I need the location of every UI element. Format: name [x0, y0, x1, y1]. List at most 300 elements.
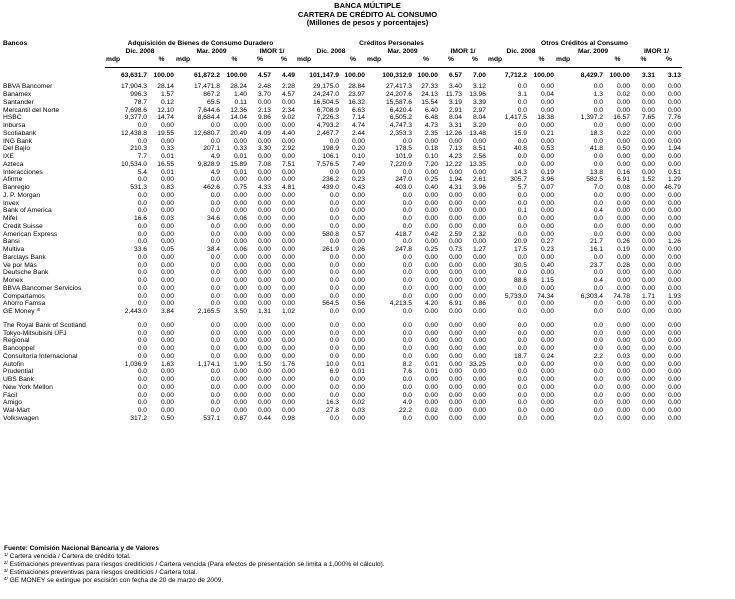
group-header-personal-credit: Créditos Personales	[359, 40, 424, 47]
value-cell: 0.0	[402, 414, 412, 422]
value-cell: 0.00	[641, 414, 655, 422]
value-cell: 4,793.2	[316, 122, 339, 130]
value-cell: 0.0	[593, 191, 603, 199]
bank-name: The Royal Bank of Scotland	[3, 321, 86, 329]
value-cell: 0.00	[641, 345, 655, 353]
value-cell: 0.00	[641, 230, 655, 238]
value-cell: 0.00	[472, 345, 486, 353]
value-cell: 0.00	[540, 376, 554, 384]
value-cell: 0.00	[667, 222, 681, 230]
value-cell: 0.00	[160, 199, 174, 207]
value-cell: 261.9	[322, 246, 339, 254]
total-cell: 100.00	[533, 71, 554, 79]
value-cell: 0.01	[233, 168, 247, 176]
value-cell: 0.0	[593, 160, 603, 168]
value-cell: 0.00	[351, 207, 365, 215]
value-cell: 0.00	[616, 376, 630, 384]
value-cell: 0.00	[257, 207, 271, 215]
value-cell: 0.28	[616, 261, 630, 269]
value-cell: 0.0	[210, 284, 220, 292]
value-cell: 0.00	[424, 168, 438, 176]
value-cell: 0.0	[329, 308, 339, 316]
table-row	[2, 130, 682, 138]
value-cell: 0.00	[160, 238, 174, 246]
value-cell: 0.00	[641, 308, 655, 316]
value-cell: 0.0	[137, 391, 147, 399]
value-cell: 0.0	[517, 308, 527, 316]
value-cell: 0.00	[641, 376, 655, 384]
value-cell: 1.93	[667, 292, 681, 300]
value-cell: 0.0	[137, 284, 147, 292]
value-cell: 7,226.3	[316, 114, 339, 122]
value-cell: 0.20	[351, 145, 365, 153]
table-row	[2, 300, 682, 308]
value-cell: 0.00	[257, 337, 271, 345]
value-cell: 2.35	[424, 129, 438, 137]
value-cell: 0.00	[616, 230, 630, 238]
value-cell: 0.0	[137, 383, 147, 391]
bank-name: Bank of America	[3, 207, 52, 215]
value-cell: 0.0	[210, 399, 220, 407]
value-cell: 23.97	[348, 91, 365, 99]
value-cell: 0.0	[137, 199, 147, 207]
value-cell: 0.00	[351, 329, 365, 337]
value-cell: 0.00	[667, 230, 681, 238]
value-cell: 2,467.7	[316, 129, 339, 137]
value-cell: 0.00	[472, 329, 486, 337]
value-cell: 0.00	[667, 300, 681, 308]
value-cell: 0.00	[472, 321, 486, 329]
value-cell: 0.00	[257, 277, 271, 285]
value-cell: 4.23	[448, 153, 462, 161]
unit-mdp: mdp	[297, 56, 312, 64]
bank-name: Deutsche Bank	[3, 269, 49, 277]
value-cell: 0.00	[351, 215, 365, 223]
value-cell: 18.7	[513, 352, 527, 360]
value-cell: 0.00	[667, 284, 681, 292]
value-cell: 65.5	[206, 98, 220, 106]
footnote: $^{2/}$ Estimaciones preventivas para riesgos crediticios / Cartera vencida (Para efectos de presentación se limita a 1,000% el cálculo).	[4, 560, 385, 568]
imor-header: IMOR 1/	[644, 48, 669, 56]
unit-mdp: mdp	[106, 56, 121, 64]
footnote: $^{4/}$ GE MONEY se extingue por escisión con fecha de 20 de marzo de 2009.	[4, 576, 224, 584]
value-cell: 0.00	[257, 399, 271, 407]
period-mar-2009: Mar. 2009	[577, 48, 609, 56]
bank-name: Ahorro Famsa	[3, 300, 46, 308]
value-cell: 0.00	[281, 199, 295, 207]
bank-name: Wal-Mart	[3, 407, 30, 415]
value-cell: 88.6	[513, 277, 527, 285]
value-cell: 0.83	[160, 184, 174, 192]
value-cell: 15.9	[513, 129, 527, 137]
value-cell: 0.0	[402, 238, 412, 246]
value-cell: 0.00	[281, 153, 295, 161]
value-cell: 0.0	[329, 414, 339, 422]
value-cell: 0.00	[233, 269, 247, 277]
value-cell: 0.00	[257, 368, 271, 376]
report-units: (Millones de pesos y porcentajes)	[306, 18, 429, 28]
table-row	[2, 215, 682, 223]
value-cell: 7,220.9	[389, 160, 412, 168]
value-cell: 7.51	[281, 160, 295, 168]
value-cell: 0.25	[424, 246, 438, 254]
value-cell: 0.00	[424, 261, 438, 269]
value-cell: 0.00	[424, 215, 438, 223]
table-row	[2, 246, 682, 254]
value-cell: 0.00	[667, 407, 681, 415]
bank-name: Regional	[3, 337, 30, 345]
value-cell: 6,708.9	[316, 106, 339, 114]
value-cell: 20.49	[230, 129, 247, 137]
value-cell: 305.7	[510, 176, 527, 184]
value-cell: 7.08	[257, 160, 271, 168]
value-cell: 0.0	[402, 253, 412, 261]
value-cell: 0.00	[616, 253, 630, 261]
table-row	[2, 91, 682, 99]
table-row	[2, 114, 682, 122]
value-cell: 0.00	[257, 199, 271, 207]
value-cell: 0.00	[641, 153, 655, 161]
value-cell: 0.01	[424, 368, 438, 376]
value-cell: 0.00	[641, 246, 655, 254]
value-cell: 0.00	[641, 168, 655, 176]
value-cell: 0.00	[351, 383, 365, 391]
total-cell: 3.13	[667, 71, 681, 79]
value-cell: 0.0	[137, 191, 147, 199]
value-cell: 0.00	[233, 399, 247, 407]
value-cell: 0.0	[210, 122, 220, 130]
value-cell: 0.00	[616, 277, 630, 285]
value-cell: 0.00	[616, 83, 630, 91]
period-dec-2008: Dic. 2008	[316, 48, 346, 56]
table-row	[2, 330, 682, 338]
total-cell: 7.00	[472, 71, 486, 79]
value-cell: 0.00	[257, 407, 271, 415]
value-cell: 439.0	[322, 184, 339, 192]
value-cell: 0.00	[667, 160, 681, 168]
value-cell: 0.0	[593, 199, 603, 207]
value-cell: 0.00	[448, 207, 462, 215]
header-row-units	[2, 56, 682, 64]
value-cell: 0.00	[233, 176, 247, 184]
value-cell: 0.10	[424, 153, 438, 161]
value-cell: 0.00	[351, 253, 365, 261]
value-cell: 0.0	[593, 383, 603, 391]
value-cell: 0.00	[641, 329, 655, 337]
value-cell: 2,165.5	[197, 308, 220, 316]
value-cell: 0.0	[137, 292, 147, 300]
bank-name: GE Money $^{4/}$	[3, 308, 41, 316]
report-subtitle: CARTERA DE CRÉDITO AL CONSUMO	[297, 9, 438, 19]
value-cell: 0.07	[540, 184, 554, 192]
value-cell: 0.00	[160, 292, 174, 300]
value-cell: 0.0	[210, 300, 220, 308]
value-cell: 0.18	[424, 145, 438, 153]
value-cell: 2,353.3	[389, 129, 412, 137]
value-cell: 0.0	[210, 199, 220, 207]
value-cell: 0.0	[402, 215, 412, 223]
value-cell: 0.00	[641, 106, 655, 114]
value-cell: 0.4	[593, 277, 603, 285]
value-cell: 5,733.0	[504, 292, 527, 300]
value-cell: 0.00	[160, 222, 174, 230]
value-cell: 0.00	[257, 230, 271, 238]
value-cell: 0.02	[351, 399, 365, 407]
value-cell: 0.00	[351, 345, 365, 353]
value-cell: 0.0	[137, 277, 147, 285]
value-cell: 0.00	[616, 153, 630, 161]
value-cell: 0.00	[641, 352, 655, 360]
value-cell: 1.31	[257, 308, 271, 316]
bank-name: Mercantil del Norte	[3, 106, 60, 114]
table-row	[2, 368, 682, 376]
value-cell: 403.0	[395, 184, 412, 192]
value-cell: 7.0	[593, 184, 603, 192]
table-row	[2, 161, 682, 169]
value-cell: 0.00	[233, 122, 247, 130]
value-cell: 0.0	[517, 284, 527, 292]
total-cell: 6.57	[448, 71, 462, 79]
value-cell: 1.94	[448, 176, 462, 184]
value-cell: 0.00	[616, 368, 630, 376]
value-cell: 0.00	[540, 321, 554, 329]
value-cell: 4.31	[448, 184, 462, 192]
value-cell: 0.0	[137, 230, 147, 238]
value-cell: 3.96	[472, 184, 486, 192]
footnotes	[4, 545, 385, 585]
value-cell: 0.00	[351, 352, 365, 360]
value-cell: 0.00	[351, 222, 365, 230]
value-cell: 0.00	[351, 284, 365, 292]
value-cell: 0.0	[593, 137, 603, 145]
value-cell: 0.0	[517, 329, 527, 337]
value-cell: 0.0	[593, 98, 603, 106]
value-cell: 0.00	[257, 153, 271, 161]
value-cell: 0.00	[281, 300, 295, 308]
value-cell: 0.00	[160, 407, 174, 415]
value-cell: 0.00	[641, 300, 655, 308]
value-cell: 0.00	[351, 391, 365, 399]
value-cell: 0.00	[540, 284, 554, 292]
value-cell: 101.9	[395, 153, 412, 161]
value-cell: 0.00	[641, 407, 655, 415]
value-cell: 0.00	[281, 253, 295, 261]
unit-pct: %	[231, 56, 238, 64]
value-cell: 0.00	[281, 345, 295, 353]
total-cell: 63,631.7	[120, 71, 147, 79]
value-cell: 0.00	[616, 215, 630, 223]
value-cell: 0.00	[424, 238, 438, 246]
total-cell: 61,872.2	[193, 71, 220, 79]
value-cell: 4.9	[402, 399, 412, 407]
value-cell: 0.00	[667, 337, 681, 345]
table-row	[2, 176, 682, 184]
value-cell: 0.0	[329, 329, 339, 337]
value-cell: 0.00	[448, 414, 462, 422]
value-cell: 0.00	[472, 207, 486, 215]
value-cell: 0.00	[472, 137, 486, 145]
value-cell: 564.5	[322, 300, 339, 308]
value-cell: 0.00	[540, 230, 554, 238]
value-cell: 0.0	[137, 407, 147, 415]
value-cell: 0.00	[233, 345, 247, 353]
value-cell: 0.00	[257, 329, 271, 337]
value-cell: 0.00	[641, 360, 655, 368]
value-cell: 0.00	[233, 368, 247, 376]
bank-name: IXE	[3, 153, 14, 161]
value-cell: 0.0	[517, 345, 527, 353]
value-cell: 24.13	[421, 91, 438, 99]
value-cell: 1.94	[667, 145, 681, 153]
value-cell: 0.00	[540, 414, 554, 422]
value-cell: 0.0	[137, 176, 147, 184]
value-cell: 236.2	[322, 176, 339, 184]
value-cell: 0.00	[540, 207, 554, 215]
value-cell: 0.0	[593, 399, 603, 407]
value-cell: 0.0	[593, 83, 603, 91]
value-cell: 0.00	[281, 391, 295, 399]
bank-name: Amigo	[3, 399, 22, 407]
value-cell: 0.0	[210, 407, 220, 415]
value-cell: 10.0	[325, 360, 339, 368]
value-cell: 0.00	[641, 253, 655, 261]
value-cell: 15,587.6	[385, 98, 412, 106]
value-cell: 178.5	[395, 145, 412, 153]
value-cell: 0.00	[472, 308, 486, 316]
value-cell: 0.01	[424, 360, 438, 368]
bank-name: Bansi	[3, 238, 20, 246]
value-cell: 0.0	[593, 153, 603, 161]
footnote: $^{1/}$ Cartera vencida / Cartera de crédito total.	[4, 552, 131, 560]
value-cell: 4,213.5	[389, 300, 412, 308]
value-cell: 0.00	[448, 391, 462, 399]
bank-name: Prudential	[3, 368, 34, 376]
value-cell: 0.00	[257, 292, 271, 300]
value-cell: 0.0	[329, 222, 339, 230]
table-row	[2, 207, 682, 215]
value-cell: 0.0	[517, 269, 527, 277]
value-cell: 0.00	[351, 321, 365, 329]
value-cell: 0.33	[160, 145, 174, 153]
value-cell: 8,684.4	[197, 114, 220, 122]
value-cell: 0.0	[210, 376, 220, 384]
value-cell: 7,576.5	[316, 160, 339, 168]
value-cell: 0.00	[257, 176, 271, 184]
table-row	[2, 145, 682, 153]
value-cell: 0.0	[137, 238, 147, 246]
period-dec-2008: Dic. 2008	[506, 48, 536, 56]
value-cell: 7.76	[667, 114, 681, 122]
value-cell: 0.00	[160, 137, 174, 145]
value-cell: 10,534.0	[120, 160, 147, 168]
value-cell: 0.0	[593, 269, 603, 277]
unit-mdp: mdp	[176, 56, 191, 64]
value-cell: 0.00	[540, 407, 554, 415]
value-cell: 0.00	[616, 360, 630, 368]
value-cell: 0.0	[593, 337, 603, 345]
value-cell: 0.01	[233, 153, 247, 161]
value-cell: 16.3	[325, 399, 339, 407]
value-cell: 8.2	[402, 360, 412, 368]
table-row	[2, 293, 682, 301]
value-cell: 0.0	[329, 284, 339, 292]
value-cell: 0.00	[616, 160, 630, 168]
value-cell: 0.00	[233, 222, 247, 230]
value-cell: 7.65	[641, 114, 655, 122]
value-cell: 0.00	[641, 238, 655, 246]
value-cell: 0.00	[233, 292, 247, 300]
table-row	[2, 353, 682, 361]
value-cell: 0.00	[281, 176, 295, 184]
value-cell: 0.0	[329, 207, 339, 215]
value-cell: 0.0	[137, 253, 147, 261]
bank-name: Mifel	[3, 215, 18, 223]
value-cell: 33.6	[133, 246, 147, 254]
table-row	[2, 392, 682, 400]
value-cell: 9.02	[281, 114, 295, 122]
value-cell: 6,505.2	[389, 114, 412, 122]
value-cell: 0.06	[233, 246, 247, 254]
bank-name: Barclays Bank	[3, 253, 46, 261]
value-cell: 0.00	[351, 376, 365, 384]
consumer-credit-table	[2, 40, 682, 423]
value-cell: 0.00	[160, 176, 174, 184]
value-cell: 0.00	[472, 399, 486, 407]
value-cell: 0.00	[616, 407, 630, 415]
value-cell: 0.00	[641, 207, 655, 215]
value-cell: 0.0	[593, 329, 603, 337]
value-cell: 0.00	[448, 253, 462, 261]
bank-name: Volkswagen	[3, 414, 39, 422]
value-cell: 3.40	[448, 83, 462, 91]
value-cell: 0.21	[540, 129, 554, 137]
value-cell: 0.00	[281, 230, 295, 238]
value-cell: 418.7	[395, 230, 412, 238]
value-cell: 27.8	[325, 407, 339, 415]
bank-name: Autofin	[3, 360, 24, 368]
value-cell: 0.00	[160, 230, 174, 238]
bank-name: Ve por Más	[3, 261, 37, 269]
value-cell: 9,377.0	[124, 114, 147, 122]
value-cell: 11.73	[445, 91, 462, 99]
total-cell: 100.00	[417, 71, 438, 79]
value-cell: 8.51	[472, 145, 486, 153]
value-cell: 0.0	[517, 199, 527, 207]
value-cell: 29,175.0	[312, 83, 339, 91]
value-cell: 0.00	[233, 230, 247, 238]
value-cell: 0.00	[257, 391, 271, 399]
value-cell: 4.40	[281, 129, 295, 137]
value-cell: 0.0	[137, 207, 147, 215]
value-cell: 0.00	[424, 383, 438, 391]
total-cell: 100.00	[344, 71, 365, 79]
value-cell: 0.0	[402, 269, 412, 277]
value-cell: 0.0	[210, 191, 220, 199]
value-cell: 0.00	[641, 337, 655, 345]
value-cell: 0.23	[351, 176, 365, 184]
value-cell: 0.00	[233, 391, 247, 399]
value-cell: 0.00	[472, 337, 486, 345]
value-cell: 0.00	[641, 83, 655, 91]
value-cell: 12.36	[230, 106, 247, 114]
value-cell: 0.0	[517, 321, 527, 329]
value-cell: 0.00	[424, 284, 438, 292]
value-cell: 0.0	[329, 168, 339, 176]
value-cell: 0.23	[540, 246, 554, 254]
value-cell: 0.00	[616, 308, 630, 316]
value-cell: 0.00	[641, 222, 655, 230]
value-cell: 0.16	[616, 168, 630, 176]
